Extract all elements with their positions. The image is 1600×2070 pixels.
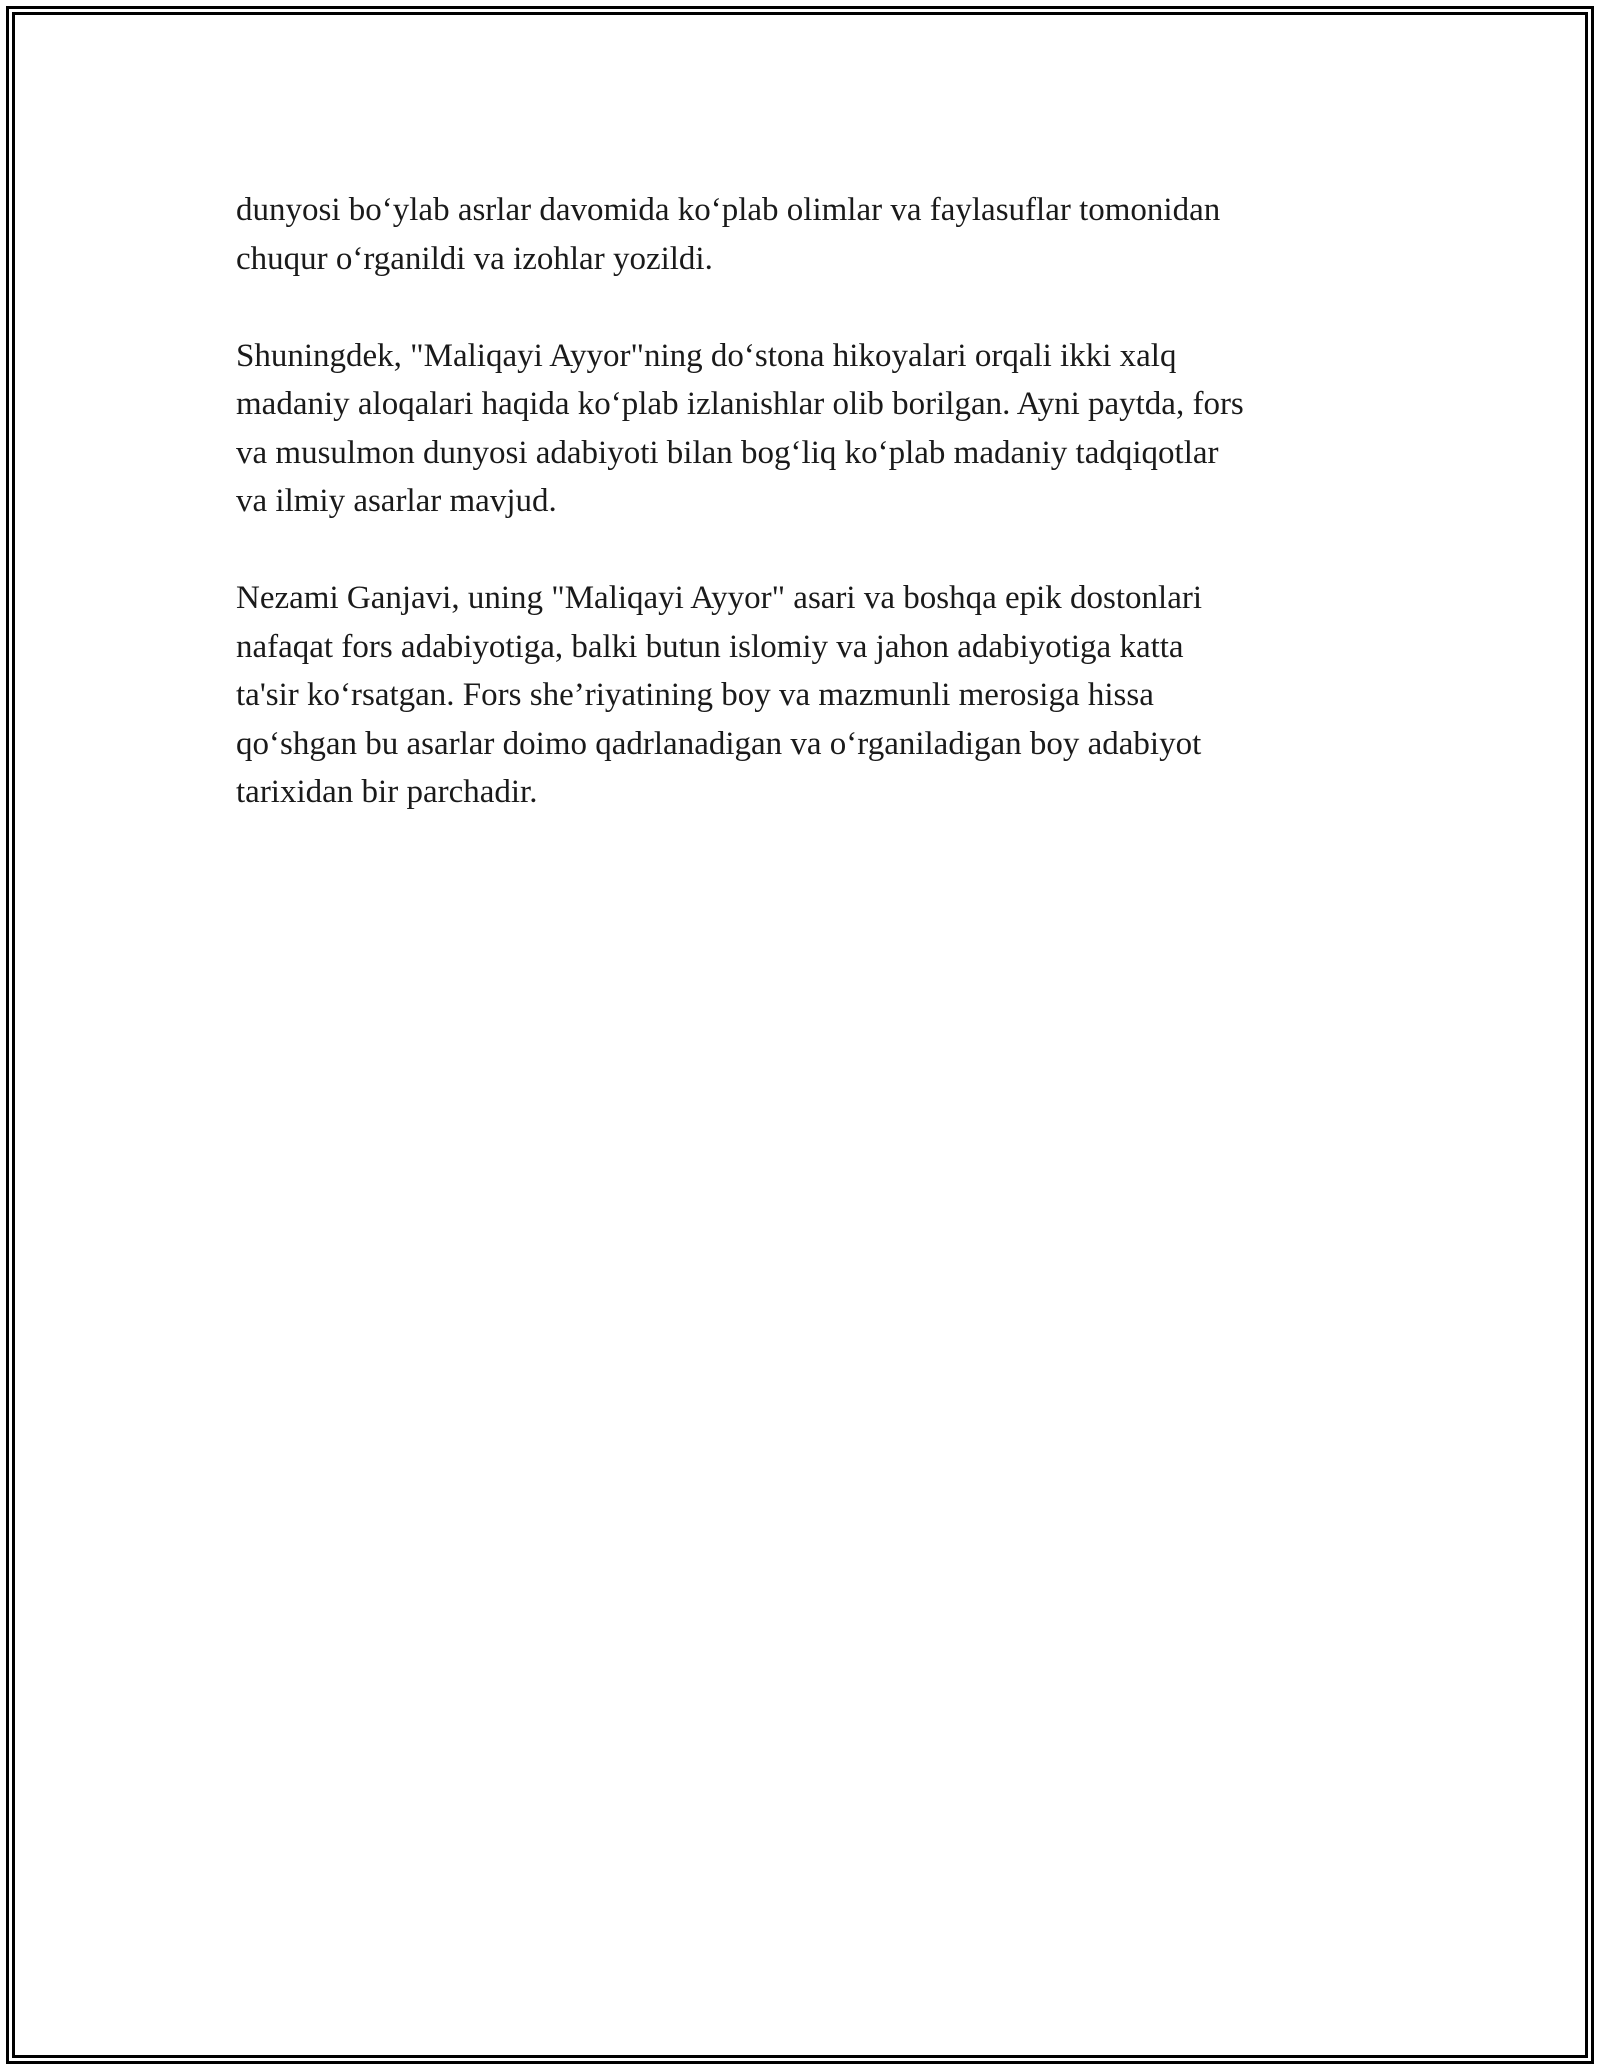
text-line: va musulmon dunyosi adabiyoti bilan bog‘liq ko‘plab madaniy tadqiqotlar — [236, 434, 1219, 471]
text-line: madaniy aloqalari haqida ko‘plab izlanishlar olib borilgan. Ayni paytda, fors — [236, 386, 1244, 422]
paragraph-2 — [236, 332, 1366, 526]
document-body — [236, 186, 1366, 865]
text-line: ta'sir ko‘rsatgan. Fors she’riyatining boy va mazmunli merosiga hissa — [236, 677, 1154, 713]
text-line: nafaqat fors adabiyotiga, balki butun islomiy va jahon adabiyotiga katta — [236, 628, 1184, 665]
text-line: Shuningdek, "Maliqayi Ayyor"ning do‘stona hikoyalari orqali ikki xalq — [236, 337, 1177, 374]
text-line: qo‘shgan bu asarlar doimo qadrlanadigan va o‘rganiladigan boy adabiyot — [236, 725, 1202, 762]
paragraph-3 — [236, 574, 1366, 817]
paragraph-1 — [236, 186, 1366, 283]
text-line: tarixidan bir parchadir. — [236, 774, 538, 810]
text-line: dunyosi bo‘ylab asrlar davomida ko‘plab olimlar va faylasuflar tomonidan — [236, 192, 1221, 228]
text-line: va ilmiy asarlar mavjud. — [236, 483, 557, 519]
text-line: chuqur o‘rganildi va izohlar yozildi. — [236, 240, 713, 277]
text-line: Nezami Ganjavi, uning "Maliqayi Ayyor" asari va boshqa epik dostonlari — [236, 580, 1203, 616]
